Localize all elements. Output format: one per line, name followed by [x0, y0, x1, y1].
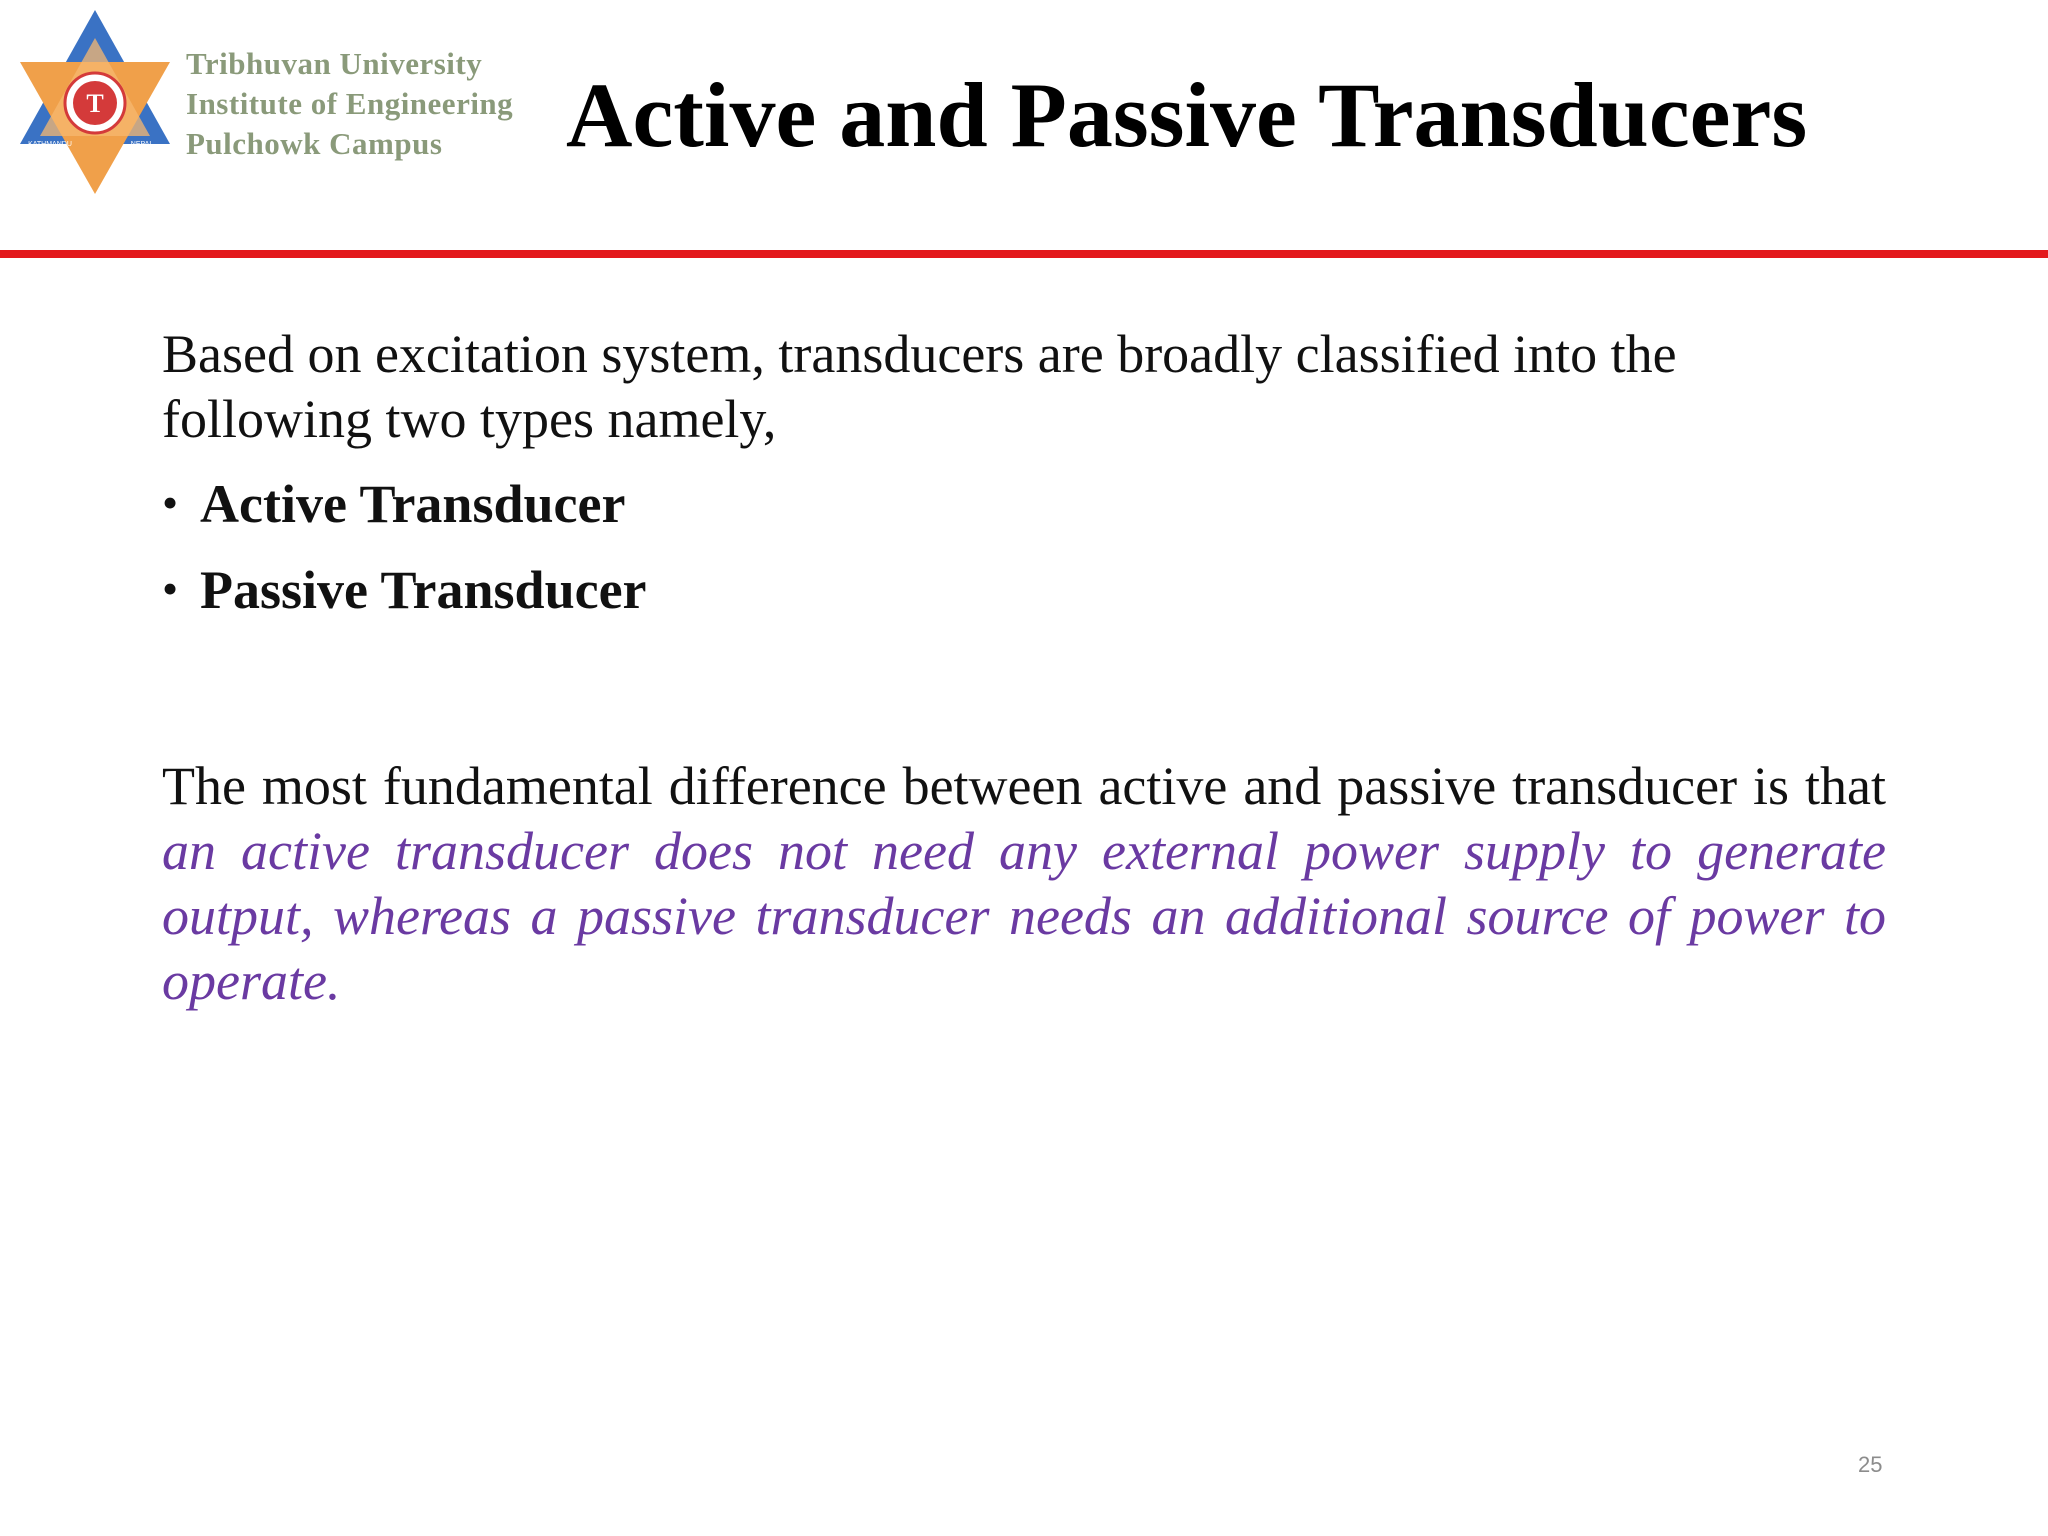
emblem-text-nepal: NEPAL	[130, 141, 154, 148]
institution-line-campus: Pulchowk Campus	[186, 126, 443, 161]
difference-paragraph	[162, 754, 1886, 1014]
slide-number: 25	[1858, 1452, 1883, 1477]
intro-paragraph: Based on excitation system, transducers are broadly classified into the following two types namely,	[162, 324, 1677, 449]
bullet-label-active: Active Transducer	[200, 474, 626, 534]
institution-name	[186, 44, 513, 164]
header-divider	[0, 250, 2048, 258]
difference-emphasis-text: an active transducer does not need any external power supply to generate output, whereas a passive transducer needs an additional source of power to operate.	[162, 821, 1886, 1011]
emblem-text-kathmandu: KATHMANDU	[28, 141, 72, 148]
list-item	[162, 558, 1886, 644]
star-emblem-icon	[14, 8, 176, 198]
slide-body	[162, 322, 1886, 1014]
institution-line-university: Tribhuvan University	[186, 46, 483, 81]
list-item	[162, 472, 1886, 558]
slide-title: Active and Passive Transducers	[566, 64, 1808, 166]
difference-lead-text: The most fundamental difference between active and passive transducer is that	[162, 756, 1886, 816]
bullet-icon: •	[162, 563, 179, 614]
institution-line-institute: Institute of Engineering	[186, 86, 514, 121]
svg-text:T: T	[86, 89, 104, 118]
institution-logo	[6, 8, 606, 198]
bullet-icon: •	[162, 477, 179, 528]
slide-header	[0, 0, 2048, 262]
bullet-label-passive: Passive Transducer	[200, 560, 647, 620]
transducer-type-list	[162, 472, 1886, 644]
